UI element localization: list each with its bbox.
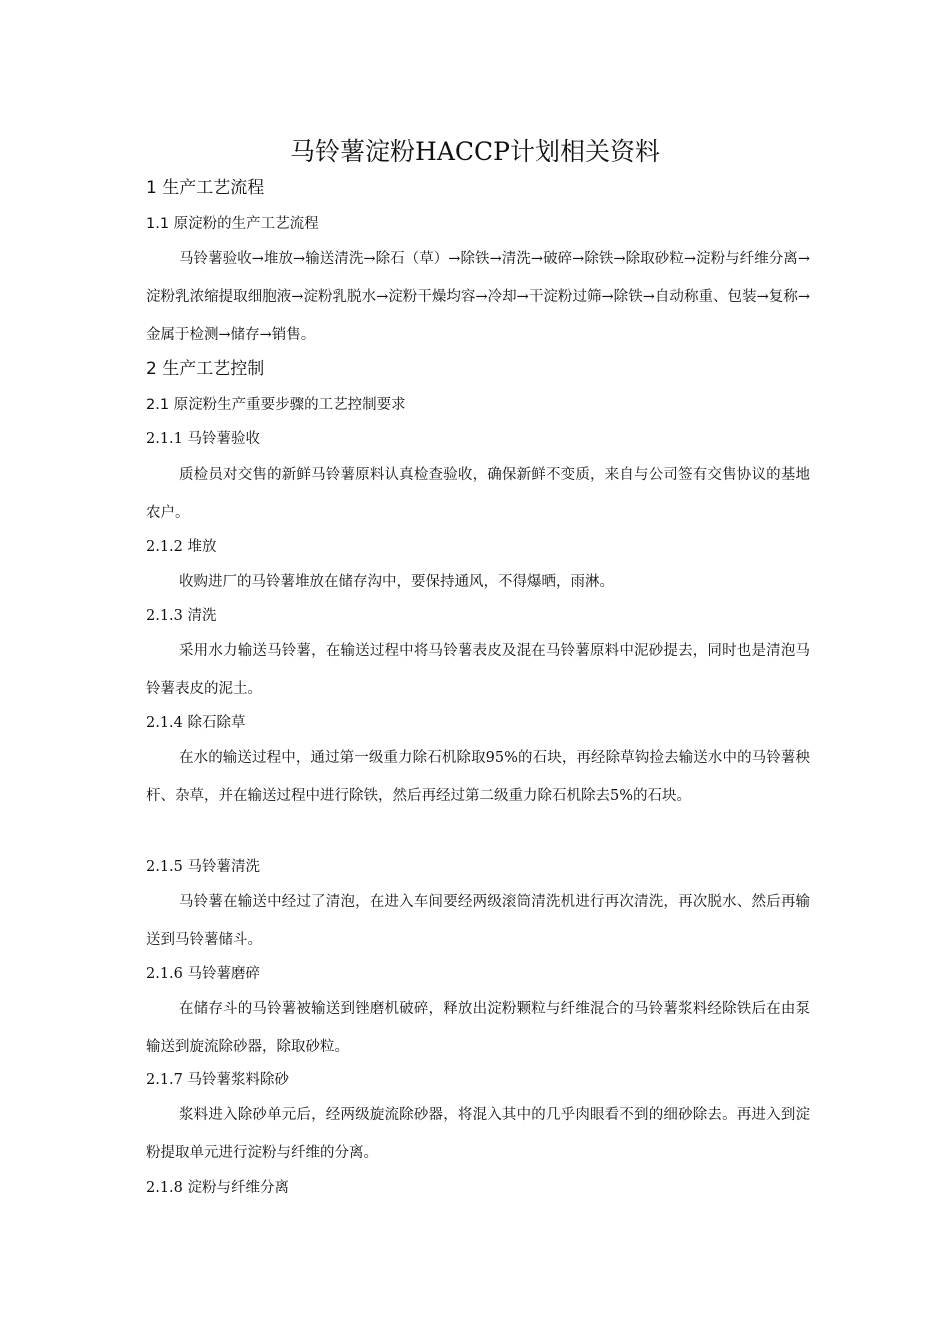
subsubsection-heading: 2.1.1 马铃薯验收 <box>146 431 261 447</box>
paragraph: 马铃薯验收→堆放→输送清洗→除石（草）→除铁→清洗→破碎→除铁→除取砂粒→淀粉与纤维分离→淀粉乳浓缩提取细胞液→淀粉乳脱水→淀粉干燥均容→冷却→干淀粉过筛→除铁→自动称重、包装→复称→金属于检测→储存→销售。 <box>146 251 810 343</box>
section-heading: 2 生产工艺控制 <box>146 359 265 379</box>
subsubsection-heading: 2.1.2 堆放 <box>146 539 217 555</box>
section-heading: 1 生产工艺流程 <box>146 178 265 198</box>
subsubsection-heading: 2.1.8 淀粉与纤维分离 <box>146 1180 290 1196</box>
paragraph: 收购进厂的马铃薯堆放在储存沟中，要保持通风，不得爆晒，雨淋。 <box>179 574 614 590</box>
subsubsection-heading: 2.1.7 马铃薯浆料除砂 <box>146 1072 290 1088</box>
paragraph: 马铃薯在输送中经过了清泡，在进入车间要经两级滚筒清洗机进行再次清洗，再次脱水、然后再输送到马铃薯储斗。 <box>146 894 810 948</box>
subsubsection-heading: 2.1.3 清洗 <box>146 608 217 624</box>
subsubsection-heading: 2.1.4 除石除草 <box>146 715 246 731</box>
document-title: 马铃薯淀粉HACCP计划相关资料 <box>290 137 660 166</box>
subsection-heading: 1.1 原淀粉的生产工艺流程 <box>146 216 319 232</box>
subsection-heading: 2.1 原淀粉生产重要步骤的工艺控制要求 <box>146 397 406 413</box>
paragraph: 采用水力输送马铃薯，在输送过程中将马铃薯表皮及混在马铃薯原料中泥砂提去，同时也是清泡马铃薯表皮的泥土。 <box>146 643 810 697</box>
paragraph: 浆料进入除砂单元后，经两级旋流除砂器，将混入其中的几乎肉眼看不到的细砂除去。再进入到淀粉提取单元进行淀粉与纤维的分离。 <box>146 1107 810 1161</box>
paragraph: 质检员对交售的新鲜马铃薯原料认真检查验收，确保新鲜不变质，来自与公司签有交售协议的基地农户。 <box>146 467 810 521</box>
subsubsection-heading: 2.1.6 马铃薯磨碎 <box>146 966 261 982</box>
subsubsection-heading: 2.1.5 马铃薯清洗 <box>146 859 261 875</box>
paragraph: 在水的输送过程中，通过第一级重力除石机除取95%的石块，再经除草钩捡去输送水中的马铃薯秧杆、杂草，并在输送过程中进行除铁，然后再经过第二级重力除石机除去5%的石块。 <box>146 750 810 804</box>
paragraph: 在储存斗的马铃薯被输送到锉磨机破碎，释放出淀粉颗粒与纤维混合的马铃薯浆料经除铁后在由泵输送到旋流除砂器，除取砂粒。 <box>146 1001 810 1055</box>
